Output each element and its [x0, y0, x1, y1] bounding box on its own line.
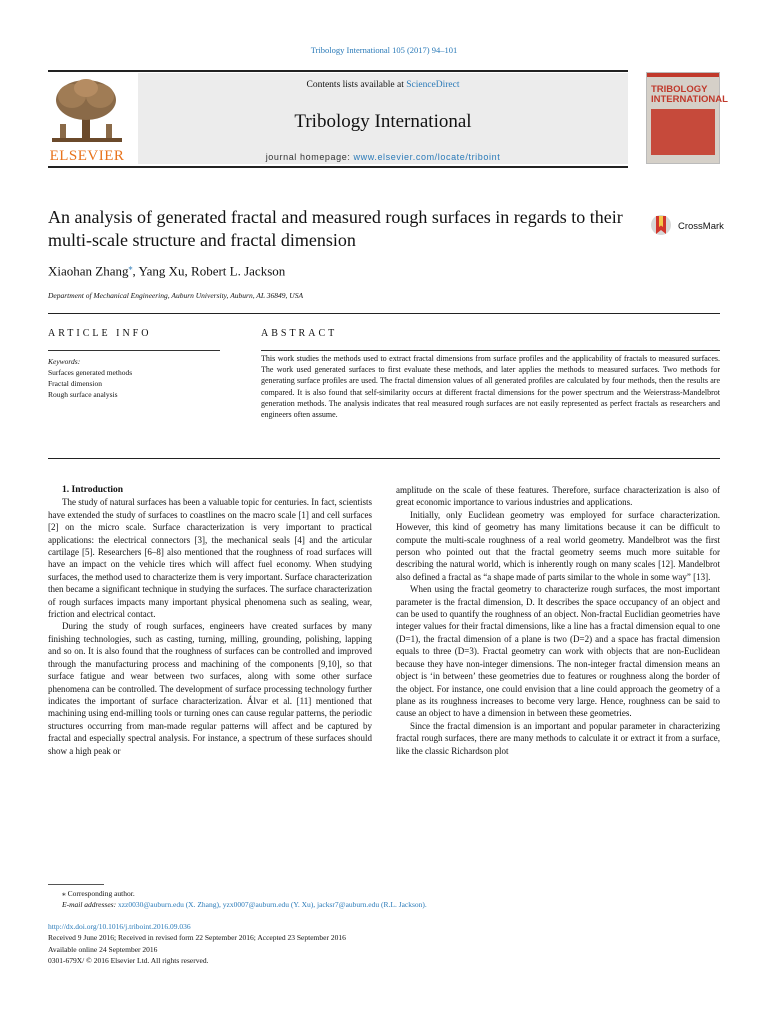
body-paragraph: amplitude on the scale of these features. Therefore, surface characterization is also of great economic importance to various industries and applications.	[396, 485, 720, 508]
homepage-prefix: journal homepage:	[265, 152, 354, 162]
cover-top-stripe	[647, 73, 719, 77]
crossmark-button[interactable]	[650, 212, 730, 242]
corresponding-author-note: ⁎ Corresponding author.	[62, 889, 135, 898]
journal-masthead	[48, 70, 728, 166]
body-paragraph: When using the fractal geometry to characterize rough surfaces, the most important parameter is the fractal dimension, D. It describes the space occupancy of an object and can be used to quantify the roughness of an object. Non-fractal Euclidian geometries have integer values for their fractal dimensions, like a line has a fractal dimension equal to one (D=1), the fractal dimension of a plane is two (D=2) and a space has fractal dimension equals to three (D=3). Fractal geometry can work with objects that are non-Euclidean because they have non-integer dimensions. The non-integer fractal dimension means an object is ‘in between’ these geometries due to features or roughness along the border of the object. For instance, one could envision that a line could approach the geometry of a plane as its roughness increases to become very large. Hence, roughness can be said to cause an object to have a dimension in between these geometries.	[396, 584, 720, 719]
article-info-heading: ARTICLE INFO	[48, 328, 152, 339]
affiliation: Department of Mechanical Engineering, Auburn University, Auburn, AL 36849, USA	[48, 291, 304, 300]
author-name[interactable]: Xiaohan Zhang	[48, 263, 129, 279]
section-heading: 1. Introduction	[62, 485, 124, 495]
publication-info	[48, 921, 688, 967]
journal-info-box	[138, 73, 628, 164]
online-date: Available online 24 September 2016	[48, 944, 158, 954]
corresponding-author-mark[interactable]: ⁎	[128, 263, 133, 272]
homepage-link[interactable]: www.elsevier.com/locate/triboint	[353, 152, 501, 162]
author-list	[48, 263, 285, 279]
body-paragraph: During the study of rough surfaces, engineers have created surfaces by many finishing technologies, such as casting, turning, milling, grounding, polishing, lapping and so on. It is also found that the roughness of surfaces can be controlled and improved through the manufacturing process and machining of the components [9,10], so that surface fatigue and wear between two surfaces, along with some other surface phenomena can be controlled. The development of surface processing technology further indicates the important of surface characterization. Álvar et al. [11] mentioned that machining using end-milling tools or turning ones can cause regular patterns, the periodic structures occurring from man-made regular patterns will affect and be captured by fractal and especially spectral analysis. For instance, a spectrum of these surfaces should show a high peak or	[48, 621, 372, 756]
received-dates: Received 9 June 2016; Received in revised form 22 September 2016; Accepted 23 September 2016	[48, 933, 346, 943]
tree-logo-icon	[48, 76, 126, 146]
keywords-block	[48, 356, 220, 400]
journal-citation[interactable]: Tribology International 105 (2017) 94–101	[310, 45, 458, 55]
email-addresses[interactable]: xzz0030@auburn.edu (X. Zhang), yzx0007@auburn.edu (Y. Xu), jacksr7@auburn.edu (R.L. Jackson).	[117, 900, 427, 909]
article-title: An analysis of generated fractal and measured rough surfaces in regards to their multi-scale structure and fractal dimension	[48, 207, 623, 250]
cover-title: TRIBOLOGY INTERNATIONAL	[651, 84, 728, 105]
sciencedirect-link[interactable]: ScienceDirect	[406, 80, 460, 90]
journal-cover-thumbnail[interactable]	[646, 72, 728, 164]
author-names-rest[interactable]: , Yang Xu, Robert L. Jackson	[132, 263, 286, 279]
body-column-left	[48, 484, 372, 757]
keyword-item: Surfaces generated methods	[48, 368, 133, 377]
contents-line	[138, 80, 628, 90]
homepage-line	[138, 152, 628, 162]
doi-link[interactable]: http://dx.doi.org/10.1016/j.triboint.2016.09.036	[48, 922, 191, 931]
body-paragraph: Since the fractal dimension is an important and popular parameter in characterizing fractal rough surfaces, there are many methods to calculate it or extract it from a surface, like the classic Richardson plot	[396, 720, 720, 756]
abstract-end-divider	[48, 458, 720, 459]
elsevier-wordmark: ELSEVIER	[49, 148, 125, 164]
email-line	[62, 899, 702, 910]
abstract-text: This work studies the methods used to extract fractal dimensions from surface profiles and the applicability of fractals to measured surfaces. The work used generated surfaces to first evaluate these methods, and later applies the methods to measured surfaces. Two methods for generating surface profiles are used. The fractal dimension values of all generated profiles are calculated by four methods, then the results are compared. It is also found that self-similarity occurs at different fractal dimensions for the power spectrum and the Weierstrass-Mandelbrot generation methods. The analysis indicates that real measured rough surfaces are not easily represented as perfect fractals as researchers and engineers often assume.	[261, 354, 720, 420]
body-column-right	[396, 484, 720, 757]
cover-image-band	[651, 109, 715, 155]
section-divider	[48, 313, 720, 314]
abstract-heading: ABSTRACT	[261, 328, 338, 339]
copyright: 0301-679X/ © 2016 Elsevier Ltd. All rights reserved.	[48, 956, 209, 966]
keywords-label: Keywords:	[48, 357, 81, 366]
journal-title: Tribology International	[294, 111, 472, 132]
keyword-item: Fractal dimension	[48, 379, 102, 388]
abstract-rule	[261, 350, 720, 351]
masthead-rule-bottom	[48, 166, 628, 168]
elsevier-logo[interactable]	[48, 76, 126, 164]
footnote	[62, 888, 702, 910]
body-paragraph: Initially, only Euclidean geometry was employed for surface characterization. However, this kind of geometry has many limitations because it can be difficult to compute the multi-scale roughness of a real world geometry. Mandelbrot was the first person who pointed out that the fractal geometry seems much more suitable for describing the natural world, which is inherently rough on many scales [12]. Mandelbrot also defined a fractal as “a shape made of parts similar to the whole in some way” [13].	[396, 509, 720, 582]
contents-prefix: Contents lists available at	[306, 80, 407, 90]
keywords-rule	[48, 350, 220, 351]
crossmark-icon	[650, 212, 672, 240]
email-label: E-mail addresses:	[62, 900, 118, 909]
body-paragraph: The study of natural surfaces has been a valuable topic for centuries. In fact, scientists have extended the study of surfaces to coastlines on the macro scale [1] and cell surfaces [2] on the micro scale. Surface characterization is very important to practical applications: the electrical connectors [3], the mechanical seals [4] and the articular cartilage [5]. Researchers [6–8] also mentioned that the roughness of road surfaces will have an impact on the vehicle tires which will affect fuel economy. When studying surfaces, the method used to characterize them is very important. Surface characterization then became a significant technique in studying the surfaces. The surface characterization of rough surfaces impacts many important physical phenomena such as sealing, wear, friction and electrical contact.	[48, 497, 372, 620]
keyword-item: Rough surface analysis	[48, 390, 118, 399]
crossmark-label: CrossMark	[678, 221, 724, 232]
footnote-rule	[48, 884, 104, 885]
masthead-rule-top	[48, 70, 628, 72]
